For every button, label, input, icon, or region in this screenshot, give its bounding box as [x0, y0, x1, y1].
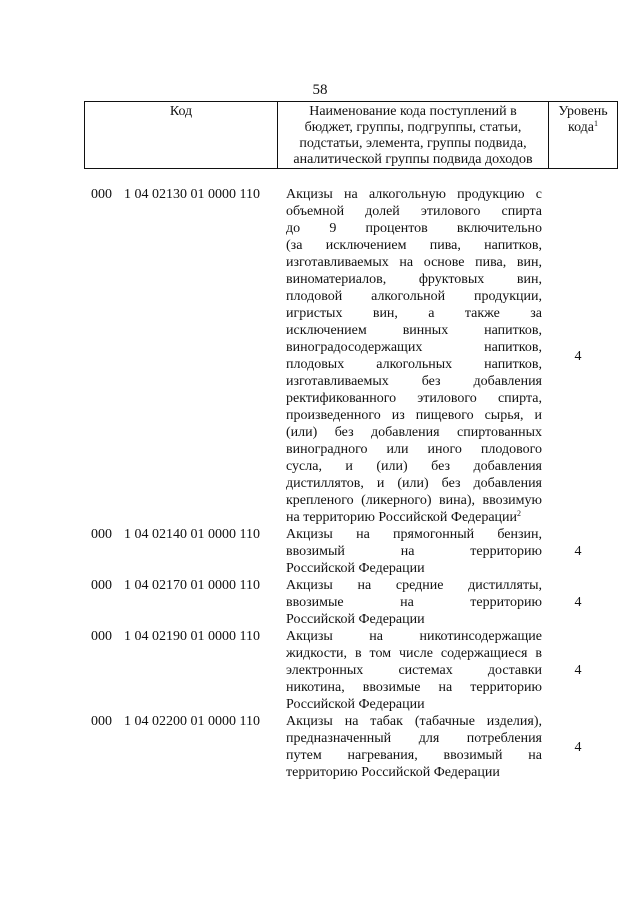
- header-name-line: Наименование кода поступлений в: [309, 104, 517, 119]
- income-name-line: (или) без добавления спиртованных: [286, 425, 542, 440]
- income-name-line: территорию Российской Федерации: [286, 765, 500, 780]
- income-name-line: Акцизы на средние дистилляты,: [286, 578, 542, 593]
- header-level-line1: Уровень: [558, 104, 608, 119]
- income-name-line: плодовой алкогольной продукции,: [286, 289, 542, 304]
- income-name-line: Акцизы на прямогонный бензин,: [286, 527, 542, 542]
- income-name-line: Акцизы на алкогольную продукцию с: [286, 187, 542, 202]
- income-name-line: виноматериалов, фруктовых вин,: [286, 272, 542, 287]
- income-name-line: объемной долей этилового спирта: [286, 204, 542, 219]
- header-level-footnote: 1: [594, 119, 599, 128]
- code-level: 4: [574, 348, 582, 364]
- header-name-line: бюджет, группы, подгруппы, статьи,: [304, 120, 522, 135]
- income-name: [286, 713, 542, 781]
- income-name-line: сусла, и (или) без добавления: [286, 459, 542, 474]
- header-level-line2: [549, 120, 617, 136]
- income-name-line: ввозимый на территорию: [286, 544, 542, 559]
- income-name-line: дистиллятов, и (или) без добавления: [286, 476, 542, 491]
- income-name-line: произведенного из пищевого сырья, и: [286, 408, 542, 423]
- income-name-line: на территорию Российской Федерации$^2$: [286, 509, 522, 525]
- income-name-line: виноградосодержащих напитков,: [286, 340, 542, 355]
- admin-code: 000: [91, 187, 112, 202]
- income-name-line: жидкости, в том числе содержащиеся в: [286, 646, 542, 661]
- income-name-line: крепленого (ликерного) вина), ввозимую: [286, 493, 542, 508]
- income-codes-list: [84, 186, 608, 781]
- income-name-line: предназначенный для потребления: [286, 731, 542, 746]
- header-code: Код: [85, 102, 278, 169]
- admin-code: 000: [91, 578, 112, 593]
- income-name: [286, 186, 542, 526]
- admin-code: 000: [91, 629, 112, 644]
- income-name-line: до 9 процентов включительно: [286, 221, 542, 236]
- income-name-line: плодовых алкогольных напитков,: [286, 357, 542, 372]
- table-row: [84, 628, 608, 713]
- footnote-marker: 2: [517, 509, 522, 518]
- header-name-line: аналитической группы подвида доходов: [293, 152, 533, 167]
- income-name-line: исключением винных напитков,: [286, 323, 542, 338]
- income-name-line: игристых вин, а также за: [286, 306, 542, 321]
- income-code: 1 04 02140 01 0000 110: [124, 527, 260, 542]
- income-code: 1 04 02170 01 0000 110: [124, 578, 260, 593]
- income-name-line: изготавливаемых на основе пива, вин,: [286, 255, 542, 270]
- income-code: 1 04 02130 01 0000 110: [124, 187, 260, 202]
- table-row: [84, 713, 608, 781]
- income-name-line: изготавливаемых без добавления: [286, 374, 542, 389]
- income-name-line: Акцизы на табак (табачные изделия),: [286, 714, 542, 729]
- table-row: [84, 577, 608, 628]
- income-code: 1 04 02190 01 0000 110: [124, 629, 260, 644]
- admin-code: 000: [91, 527, 112, 542]
- income-name-line: (за исключением пива, напитков,: [286, 238, 542, 253]
- income-name-line: Российской Федерации: [286, 697, 425, 712]
- income-name: [286, 526, 542, 577]
- header-level: [549, 102, 618, 169]
- page-number: 58: [312, 82, 328, 98]
- code-level: 4: [574, 544, 582, 559]
- income-code: 1 04 02200 01 0000 110: [124, 714, 260, 729]
- header-table: [84, 101, 618, 169]
- income-name-line: никотина, ввозимые на территорию: [286, 680, 542, 695]
- table-row: [84, 526, 608, 577]
- header-row: [85, 102, 618, 169]
- code-level: 4: [574, 739, 582, 755]
- code-level: 4: [574, 663, 582, 678]
- code-level: 4: [574, 595, 582, 610]
- income-name-line: Российской Федерации: [286, 612, 425, 627]
- income-name-line: Акцизы на никотинсодержащие: [286, 629, 542, 644]
- income-name-line: ввозимые на территорию: [286, 595, 542, 610]
- income-name: [286, 577, 542, 628]
- table-row: [84, 186, 608, 526]
- header-name-line: подстатьи, элемента, группы подвида,: [299, 136, 527, 151]
- admin-code: 000: [91, 714, 112, 729]
- income-name: [286, 628, 542, 713]
- header-name: [278, 102, 549, 169]
- header-level-text: кода: [567, 120, 595, 135]
- income-name-line: виноградного или иного плодового: [286, 442, 542, 457]
- income-name-line: электронных системах доставки: [286, 663, 542, 678]
- income-name-line: ректификованного этилового спирта,: [286, 391, 542, 406]
- income-name-line: Российской Федерации: [286, 561, 425, 576]
- income-name-line: путем нагревания, ввозимый на: [286, 748, 542, 763]
